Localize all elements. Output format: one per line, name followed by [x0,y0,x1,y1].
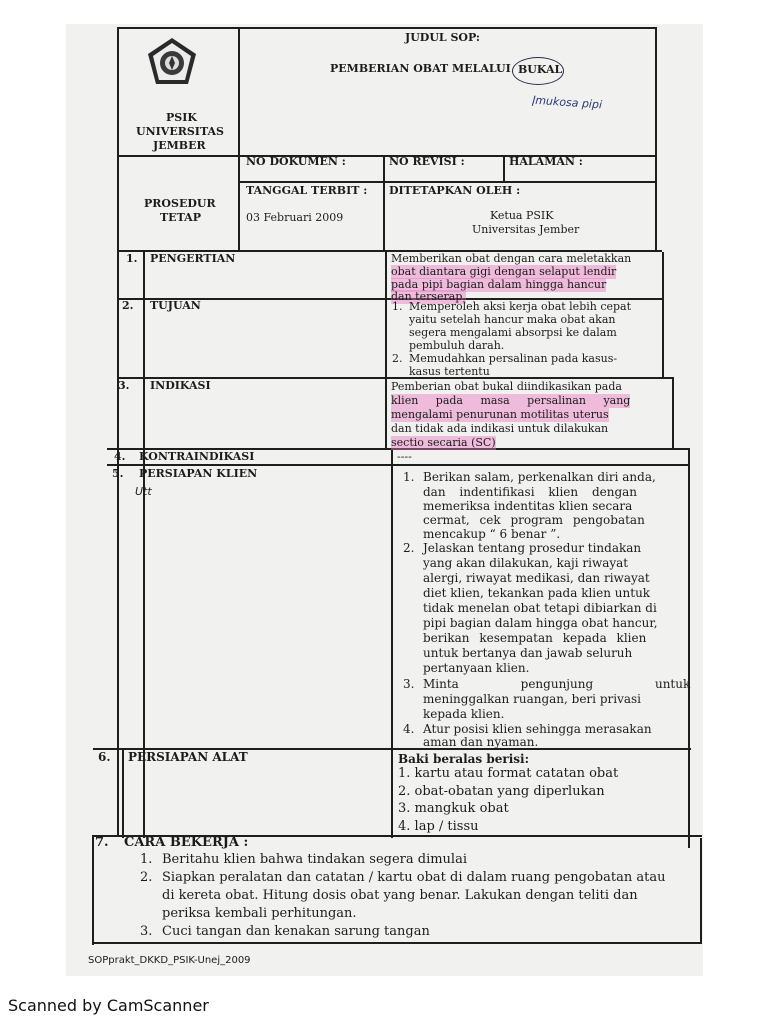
s3-text-5: sectio secaria (SC) [391,436,496,449]
tanggal-value: 03 Februari 2009 [246,211,344,224]
s6-item-1: 1. kartu atau format catatan obat [398,766,619,781]
s5-item1-l4: cermat, cek program pengobatan [423,513,645,527]
ditetapkan-value-2: Universitas Jember [472,223,580,236]
s3-text-1: Pemberian obat bukal diindikasikan pada [391,380,622,393]
s5-item4-l1: Atur posisi klien sehingga merasakan [423,722,652,736]
s5-item4-l2: aman dan nyaman. [423,735,539,749]
table-bottom [92,942,702,944]
s1-text-3: pada pipi bagian dalam hingga hancur [391,278,607,291]
institution-line-2: UNIVERSITAS [136,125,225,138]
s7-item1-l1: Beritahu klien bahwa tindakan segera dimulai [162,852,467,867]
s5-pen-note: Utt [135,485,152,498]
no-revisi-label: NO REVISI : [389,155,465,168]
s5-item2-l4: diet klien, tekankan pada klien untuk [423,586,651,600]
s5-num: 5. [112,467,124,480]
s7-label: CARA BEKERJA : [124,835,249,850]
s7-item1-num: 1. [140,852,153,867]
s5-item1-l5: mencakup “ 6 benar ”. [423,527,561,541]
s5-item2-l2: yang akan dilakukan, kaji riwayat [423,556,629,570]
s3-num: 3. [118,379,130,392]
s1-text-2: obat diantara gigi dengan selaput lendir [391,265,617,278]
s2-item1-num: 1. [392,300,403,313]
s6-item-3: 3. mangkuk obat [398,801,509,816]
s5-item2-l5: tidak menelan obat tetapi dibiarkan di [423,601,657,615]
s7-item3-l1: Cuci tangan dan kenakan sarung tangan [162,924,430,939]
table-border-right [655,27,657,252]
table-border-right-3 [672,378,674,448]
s3-label: INDIKASI [150,379,211,392]
s2-item1-l1: Memperoleh aksi kerja obat lebih cepat [409,300,632,313]
s5-item1-l2: dan indentifikasi klien dengan [423,485,638,499]
prosedur-line-2: TETAP [160,211,201,224]
s5-item3-l2: meninggalkan ruangan, beri privasi [423,692,641,706]
judul-label: JUDUL SOP: [405,31,480,44]
institution-line-3: JEMBER [153,139,206,152]
s5-item2-l1: Jelaskan tentang prosedur tindakan [423,541,642,555]
table-border-left [117,27,119,837]
s5-item4-num: 4. [403,722,415,736]
s1-label: PENGERTIAN [150,252,236,265]
s2-item1-l2: yaitu setelah hancur maka obat akan [409,313,616,326]
s1-num: 1. [126,252,138,265]
s4-num: 4. [114,450,126,463]
s4-label: KONTRAINDIKASI [139,450,255,463]
table-border-right-2 [662,252,664,378]
s2-item1-l4: pembuluh darah. [409,339,505,352]
dok-col-2 [503,155,505,182]
ditetapkan-value-1: Ketua PSIK [490,209,554,222]
s5-label: PERSIAPAN KLIEN [139,467,258,480]
s7-item2-l3: periksa kembali perhitungan. [162,906,357,921]
s5-item1-l3: memeriksa indentitas klien secara [423,499,633,513]
table-border-right-4 [688,448,690,848]
s6-num: 6. [98,750,111,764]
content-col [385,250,387,450]
s1-text-1: Memberikan obat dengan cara meletakkan [391,252,632,265]
logo-divider [238,28,240,250]
s2-item2-num: 2. [392,352,403,365]
num-col-2 [122,748,124,838]
s3-text-4: dan tidak ada indikasi untuk dilakukan [391,422,609,435]
seal-logo-icon [144,36,200,88]
s6-item-2: 2. obat-obatan yang diperlukan [398,784,605,799]
s5-item2-l7: berikan kesempatan kepada klien [423,631,647,645]
row-line-4 [107,464,689,466]
s5-item2-num: 2. [403,541,415,555]
s5-item3-l3: kepada klien. [423,707,505,721]
s5-item3-l1: Minta pengunjung untuk [423,677,691,691]
table-border-right-5 [700,838,702,942]
s7-item2-l2: di kereta obat. Hitung dosis obat yang benar. Lakukan dengan teliti dan [162,888,638,903]
s2-item2-l1: Memudahkan persalinan pada kasus- [409,352,618,365]
footer-code: SOPprakt_DKKD_PSIK-Unej_2009 [88,955,251,966]
institution-line-1: PSIK [166,111,197,124]
s7-num: 7. [95,835,109,850]
dok-col-1 [383,155,385,251]
s5-item1-num: 1. [403,470,415,484]
scanner-watermark: Scanned by CamScanner [8,996,209,1015]
s3-text-3: mengalami penurunan motilitas uterus [391,408,609,421]
s5-item2-l9: pertanyaan klien. [423,661,530,675]
pen-circle-mark [512,57,564,85]
section7-left [92,835,94,945]
s5-item2-l8: untuk bertanya dan jawab seluruh [423,646,633,660]
no-dokumen-label: NO DOKUMEN : [246,155,346,168]
s7-item2-num: 2. [140,870,153,885]
tanggal-label: TANGGAL TERBIT : [246,184,368,197]
s2-item1-l3: segera mengalami absorpsi ke dalam [409,326,617,339]
s2-label: TUJUAN [150,299,201,312]
s6-label: PERSIAPAN ALAT [128,750,248,764]
s5-item1-l1: Berikan salam, perkenalkan diri anda, [423,470,656,484]
content-col-2 [391,448,393,838]
s5-item3-num: 3. [403,677,415,691]
s4-text: ---- [397,450,412,463]
s6-item-4: 4. lap / tissu [398,819,479,834]
s5-item2-l3: alergi, riwayat medikasi, dan riwayat [423,571,650,585]
s6-heading: Baki beralas berisi: [398,752,530,766]
ditetapkan-label: DITETAPKAN OLEH : [389,184,521,197]
s7-item2-l1: Siapkan peralatan dan catatan / kartu obat di dalam ruang pengobatan atau [162,870,666,885]
judul-title: PEMBERIAN OBAT MELALUI [330,62,511,75]
table-border-top [118,27,655,29]
s3-text-2: klien pada masa persalinan yang [391,394,631,407]
s2-num: 2. [122,299,134,312]
s1-text-4: dan terserap. [391,290,466,303]
s7-item3-num: 3. [140,924,153,939]
s2-item2-l2: kasus tertentu [409,365,490,378]
judul-circled: BUKAL [518,63,563,76]
halaman-label: HALAMAN : [509,155,583,168]
s5-item2-l6: pipi bagian dalam hingga obat hancur, [423,616,658,630]
handwritten-note: ǀmukosa pipi [531,93,603,112]
dok-row-line [238,181,656,183]
prosedur-line-1: PROSEDUR [144,197,216,210]
